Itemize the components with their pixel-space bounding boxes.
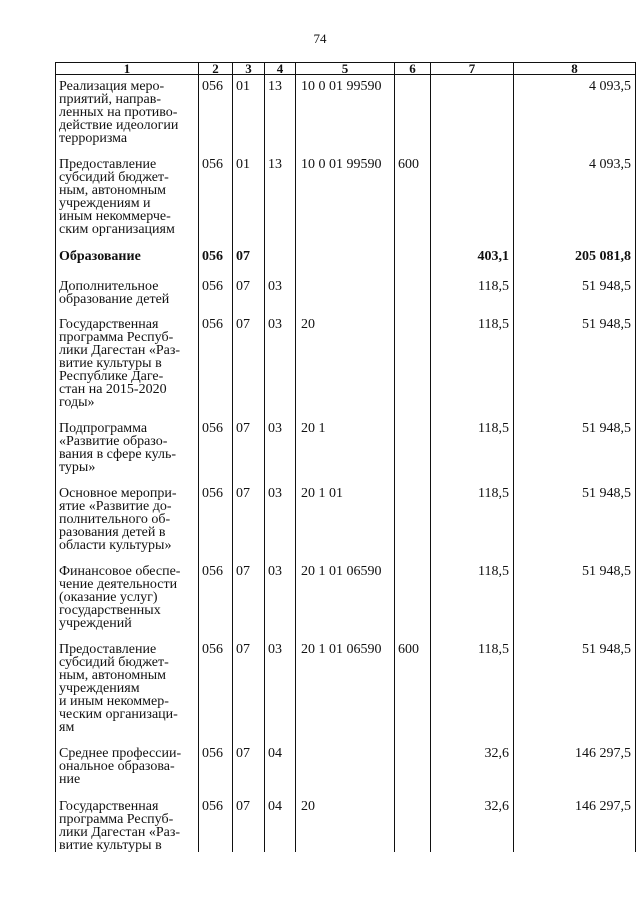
row-subsection: 03 [265,560,296,638]
table-row [56,245,636,275]
row-name-line: Республике Даге- [59,369,164,384]
row-name-line: Дополнительное [59,279,159,294]
row-subsection: 04 [265,742,296,795]
row-target-code [296,742,395,795]
row-value-col8: 51 948,5 [514,482,636,560]
header-col-2: 2 [199,63,233,75]
row-name-line: области культуры» [59,538,172,553]
row-expense-type: 600 [395,638,431,742]
row-value-col7: 403,1 [431,245,514,275]
row-name [56,795,199,852]
row-name [56,482,199,560]
row-subsection: 13 [265,75,296,154]
row-value-col7: 118,5 [431,638,514,742]
row-target-code [296,275,395,313]
row-subsection [265,245,296,275]
row-expense-type [395,313,431,417]
header-col-7: 7 [431,63,514,75]
row-target-code: 20 1 01 06590 [296,560,395,638]
row-value-col7: 118,5 [431,560,514,638]
row-value-col8: 146 297,5 [514,795,636,852]
row-value-col7: 118,5 [431,417,514,482]
row-ved: 056 [199,245,233,275]
row-name-line: вания в сфере куль- [59,447,177,462]
table-row [56,638,636,742]
row-expense-type [395,417,431,482]
row-value-col8: 4 093,5 [514,153,636,245]
row-section: 01 [233,75,265,154]
row-value-col7: 32,6 [431,742,514,795]
row-target-code [296,245,395,275]
row-name [56,417,199,482]
row-name-line: и иным некоммер- [59,694,169,709]
row-value-col7: 118,5 [431,275,514,313]
row-name-line: учреждениям [59,681,140,696]
row-target-code: 20 1 01 06590 [296,638,395,742]
row-name [56,742,199,795]
row-name [56,75,199,154]
table-row [56,75,636,154]
row-name-line: туры» [59,460,96,475]
row-subsection: 03 [265,313,296,417]
row-name-line: ским организациям [59,222,175,237]
row-name-line: субсидий бюджет- [59,170,169,185]
row-name-line: Подпрограмма [59,421,148,436]
row-section: 01 [233,153,265,245]
row-name-line: приятий, направ- [59,92,162,107]
row-target-code: 20 [296,313,395,417]
row-name-line: ленных на противо- [59,105,178,120]
row-target-code: 20 1 [296,417,395,482]
row-expense-type [395,795,431,852]
row-name [56,638,199,742]
row-value-col7: 118,5 [431,313,514,417]
row-value-col8: 4 093,5 [514,75,636,154]
row-section: 07 [233,275,265,313]
row-value-col7: 118,5 [431,482,514,560]
row-name-line: иным некоммерче- [59,209,171,224]
row-name-line: Основное меропри- [59,486,177,501]
row-name-line: учреждений [59,616,132,631]
table-row [56,742,636,795]
row-expense-type [395,245,431,275]
row-ved: 056 [199,795,233,852]
header-col-3: 3 [233,63,265,75]
table-row [56,275,636,313]
row-name-line: полнительного об- [59,512,171,527]
row-subsection: 03 [265,275,296,313]
row-name-line: Реализация меро- [59,79,165,94]
row-expense-type [395,75,431,154]
budget-table [55,62,636,852]
row-name-line: программа Респуб- [59,330,174,345]
row-ved: 056 [199,482,233,560]
header-row [56,63,636,75]
row-ved: 056 [199,313,233,417]
row-expense-type [395,482,431,560]
row-target-code: 10 0 01 99590 [296,75,395,154]
row-name-line: государственных [59,603,161,618]
row-value-col8: 51 948,5 [514,560,636,638]
row-name [56,275,199,313]
row-value-col8: 146 297,5 [514,742,636,795]
row-ved: 056 [199,417,233,482]
row-name-line: разования детей в [59,525,166,540]
row-ved: 056 [199,742,233,795]
row-ved: 056 [199,638,233,742]
row-section: 07 [233,313,265,417]
table-row [56,795,636,852]
table-row [56,482,636,560]
row-name-line: ние [59,772,81,787]
row-ved: 056 [199,275,233,313]
row-expense-type [395,275,431,313]
table-row [56,417,636,482]
row-section: 07 [233,417,265,482]
row-name [56,153,199,245]
row-name-line: лики Дагестан «Раз- [59,825,181,840]
row-name [56,313,199,417]
row-name-line: витие культуры в [59,838,162,852]
row-name-line: Государственная [59,317,159,332]
row-subsection: 04 [265,795,296,852]
row-name-line: годы» [59,395,95,410]
row-section: 07 [233,795,265,852]
row-value-col8: 51 948,5 [514,275,636,313]
row-subsection: 13 [265,153,296,245]
row-name-line: терроризма [59,131,128,146]
row-target-code: 10 0 01 99590 [296,153,395,245]
table-row [56,153,636,245]
row-value-col8: 51 948,5 [514,638,636,742]
row-name-line: ческим организаци- [59,707,178,722]
row-value-col8: 51 948,5 [514,313,636,417]
row-name-line: Предоставление [59,642,157,657]
row-name-line: Финансовое обеспе- [59,564,181,579]
row-name-line: Среднее профессии- [59,746,182,761]
row-name-line: программа Респуб- [59,812,174,827]
row-name-line: ональное образова- [59,759,175,774]
row-name-line: ным, автономным [59,668,167,683]
row-name-line: Образование [59,249,141,264]
row-name-line: ятие «Развитие до- [59,499,172,514]
table-row [56,560,636,638]
row-ved: 056 [199,560,233,638]
row-value-col7 [431,153,514,245]
row-value-col8: 51 948,5 [514,417,636,482]
row-section: 07 [233,482,265,560]
row-name [56,245,199,275]
page-number: 74 [313,31,327,46]
row-name-line: витие культуры в [59,356,162,371]
row-name-line: ям [59,720,75,735]
row-section: 07 [233,742,265,795]
row-expense-type: 600 [395,153,431,245]
row-expense-type [395,560,431,638]
row-name-line: Предоставление [59,157,157,172]
row-value-col7: 32,6 [431,795,514,852]
row-expense-type [395,742,431,795]
row-name-line: субсидий бюджет- [59,655,169,670]
row-ved: 056 [199,75,233,154]
header-col-6: 6 [395,63,431,75]
row-name-line: чение деятельности [59,577,178,592]
row-value-col7 [431,75,514,154]
header-col-4: 4 [265,63,296,75]
row-subsection: 03 [265,482,296,560]
row-name-line: (оказание услуг) [59,590,158,605]
row-target-code: 20 1 01 [296,482,395,560]
row-subsection: 03 [265,417,296,482]
row-subsection: 03 [265,638,296,742]
row-name-line: «Развитие образо- [59,434,168,449]
header-col-1: 1 [56,63,199,75]
table-row [56,313,636,417]
row-name-line: лики Дагестан «Раз- [59,343,181,358]
row-name-line: образование детей [59,292,170,307]
row-ved: 056 [199,153,233,245]
row-value-col8: 205 081,8 [514,245,636,275]
row-name-line: стан на 2015-2020 [59,382,167,397]
header-col-8: 8 [514,63,636,75]
row-name-line: учреждениям и [59,196,151,211]
row-section: 07 [233,560,265,638]
table-body [56,75,636,853]
row-name-line: действие идеологии [59,118,179,133]
row-section: 07 [233,638,265,742]
row-name [56,560,199,638]
header-col-5: 5 [296,63,395,75]
row-name-line: Государственная [59,799,159,814]
row-section: 07 [233,245,265,275]
row-target-code: 20 [296,795,395,852]
row-name-line: ным, автономным [59,183,167,198]
